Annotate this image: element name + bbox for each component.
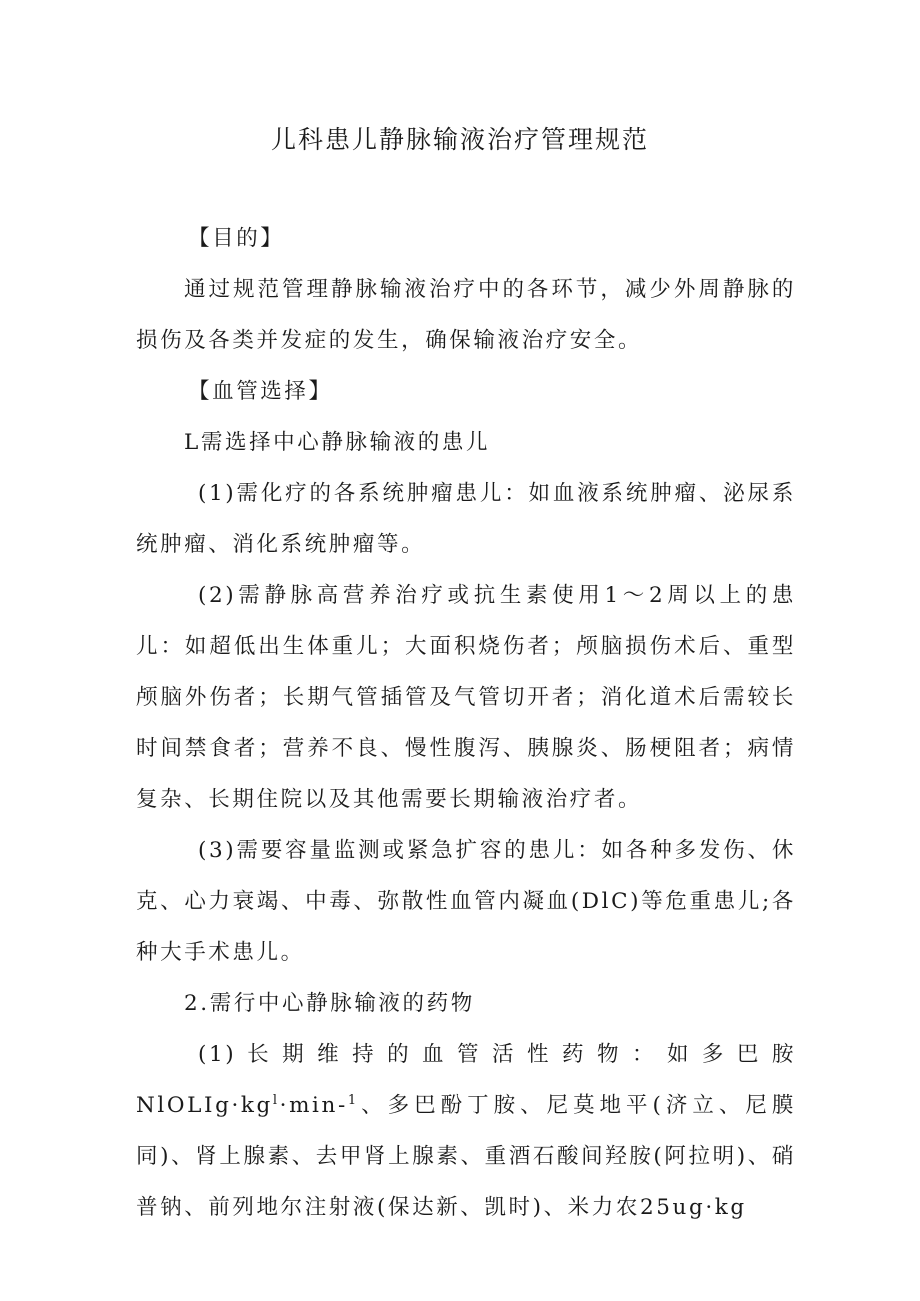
section-1-item-1: (1)需化疗的各系统肿瘤患儿：如血液系统肿瘤、泌尿系统肿瘤、消化系统肿瘤等。 <box>136 481 796 557</box>
item-text-part-a: (1)长期维持的血管活性药物：如多巴胺NlOLIg·kg <box>136 1042 796 1118</box>
item-text-part-b: ·min- <box>279 1093 348 1118</box>
superscript-2: 1 <box>347 1093 359 1108</box>
section-2-item-1 <box>136 1029 796 1233</box>
section-1-item-3: (3)需要容量监测或紧急扩容的患儿：如各种多发伤、休克、心力衰竭、中毒、弥散性血管内凝血(DlC)等危重患儿;各种大手术患儿。 <box>136 838 796 965</box>
section-1-item-2: (2)需静脉高营养治疗或抗生素使用1～2周以上的患儿：如超低出生体重儿；大面积烧伤者；颅脑损伤术后、重型颅脑外伤者；长期气管插管及气管切开者；消化道术后需较长时间禁食者；营养不良、慢性腹泻、胰腺炎、肠梗阻者；病情复杂、长期住院以及其他需要长期输液治疗者。 <box>136 583 796 812</box>
purpose-paragraph: 通过规范管理静脉输液治疗中的各环节，减少外周静脉的损伤及各类并发症的发生，确保输液治疗安全。 <box>136 277 796 353</box>
section-1-title: L需选择中心静脉输液的患儿 <box>184 430 491 455</box>
section-2-title: 2.需行中心静脉输液的药物 <box>184 991 475 1016</box>
document-title: 儿科患儿静脉输液治疗管理规范 <box>270 125 649 154</box>
superscript-1: l <box>272 1093 280 1108</box>
document-body <box>136 213 796 1233</box>
item-text-part-c: 、多巴酚丁胺、尼莫地平(济立、尼膜同)、肾上腺素、去甲肾上腺素、重酒石酸间羟胺(阿拉明)、硝普钠、前列地尔注射液(保达新、凯时)、米力农25ug·kg <box>136 1093 796 1220</box>
vessel-selection-heading: 【血管选择】 <box>188 379 333 404</box>
purpose-heading: 【目的】 <box>188 226 285 251</box>
